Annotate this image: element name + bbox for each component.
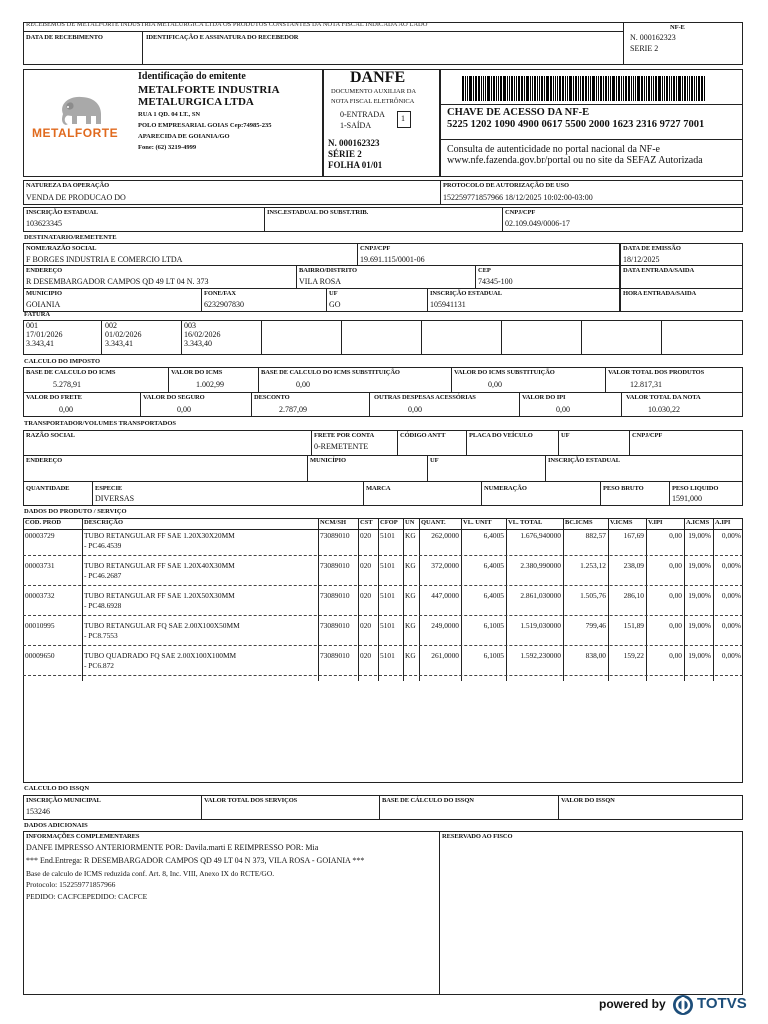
issuer-cnpj-value: 02.109.049/0006-17 [505,219,570,228]
products-header-qtd: QUANT. [421,519,446,526]
complementary-line-1: DANFE IMPRESSO ANTERIORMENTE POR: Davila.marti E REIMPRESSO POR: Mia [26,843,319,852]
product-total: 2.380,990000 [520,561,561,570]
tax-section: CALCULO DO IMPOSTO [24,358,101,365]
quantity-label: QUANTIDADE [26,485,70,492]
product-cst: 020 [360,531,372,540]
product-cfop: 5101 [380,621,395,630]
product-desc-detail: - PC8.7553 [84,631,118,640]
product-desc: TUBO RETANGULAR FQ SAE 2.00X100X50MM [84,621,240,630]
product-aipi: 0,00% [721,591,741,600]
product-cfop: 5101 [380,651,395,660]
danfe-entrada: 0-ENTRADA [340,110,385,119]
product-ncm: 73089010 [320,591,350,600]
ipi-label: VALOR DO IPI [522,394,566,401]
products-header-aicms: A.ICMS [686,519,710,526]
insurance-value: 0,00 [177,405,191,414]
danfe-type: 1 [401,114,405,123]
product-vicms: 159,22 [623,651,644,660]
product-cst: 020 [360,561,372,570]
products-header-vipi: V.IPI [648,519,663,526]
product-un: KG [405,561,416,570]
recipient-cep-label: CEP [478,267,491,274]
invoice-date: 01/02/2026 [105,330,142,339]
services-total-label: VALOR TOTAL DOS SERVIÇOS [204,797,298,804]
invoice-number: 002 [105,321,117,330]
additional-section: DADOS ADICIONAIS [24,822,88,829]
issuer-address-1: RUA 1 QD. 04 LT., SN [138,111,201,118]
products-header-cst: CST [360,519,373,526]
recipient-name-label: NOME/RAZÃO SOCIAL [26,245,97,252]
receipt-signature-label: IDENTIFICAÇÃO E ASSINATURA DO RECEBEDOR [146,34,299,41]
product-vicms: 167,69 [623,531,644,540]
recipient-address-label: ENDEREÇO [26,267,63,274]
recipient-city-label: MUNICIPIO [26,290,62,297]
ipi-value: 0,00 [556,405,570,414]
issuer-phone: Fone: (62) 3219-4999 [138,144,197,151]
invoice-value: 3.343,41 [26,339,54,348]
freight-label: VALOR DO FRETE [26,394,82,401]
invoice-number: 003 [184,321,196,330]
recipient-ie-value: 105941131 [430,300,466,309]
issuer-cnpj-label: CNPJ/CPF [505,209,536,216]
icms-st-value: 0,00 [488,380,502,389]
products-header-total: VL. TOTAL [508,519,543,526]
carrier-uf2-label: UF [430,457,439,464]
freight-mode-value: 0-REMETENTE [314,442,369,451]
totvs-brand-text: TOTVS [697,995,747,1012]
natureza-label: NATUREZA DA OPERAÇÃO [26,182,110,189]
receipt-serie: SERIE 2 [630,44,659,53]
recipient-uf-value: GO [329,300,341,309]
product-qtd: 262,0000 [431,531,459,540]
product-cst: 020 [360,651,372,660]
numbering-label: NUMERAÇÃO [484,485,527,492]
species-value: DIVERSAS [95,494,135,503]
products-header-unit: VL. UNIT [463,519,492,526]
product-bc: 882,57 [585,531,606,540]
product-total: 1.519,030000 [520,621,561,630]
natureza-value: VENDA DE PRODUCAO DO [26,193,126,202]
issuer-address-3: APARECIDA DE GOIANIA/GO [138,133,230,140]
access-key-value: 5225 1202 1090 4900 0617 5500 2000 1623 2316 9727 7001 [447,119,705,130]
products-header-ncm: NCM/SH [320,519,346,526]
product-cod: 00010995 [25,621,55,630]
product-cod: 00003731 [25,561,55,570]
product-cfop: 5101 [380,591,395,600]
issqn-section: CALCULO DO ISSQN [24,785,90,792]
carrier-address-label: ENDEREÇO [26,457,63,464]
elephant-logo-icon [55,94,105,126]
invoice-date: 17/01/2026 [26,330,63,339]
total-products-label: VALOR TOTAL DOS PRODUTOS [608,369,705,376]
product-ncm: 73089010 [320,621,350,630]
product-bc: 838,00 [585,651,606,660]
product-qtd: 249,0000 [431,621,459,630]
invoice-value: 3.343,41 [105,339,133,348]
carrier-name-label: RAZÃO SOCIAL [26,432,75,439]
issuer-name-1: METALFORTE INDUSTRIA [138,84,280,96]
product-cst: 020 [360,591,372,600]
product-unit: 6,4005 [483,561,504,570]
product-aipi: 0,00% [721,561,741,570]
issuer-ie-label: INSCRIÇÃO ESTADUAL [26,209,98,216]
bc-st-value: 0,00 [296,380,310,389]
product-desc-detail: - PC48.6928 [84,601,122,610]
recipient-city-value: GOIANIA [26,300,61,309]
product-vicms: 238,09 [623,561,644,570]
issuer-address-2: POLO EMPRESARIAL GOIAS Cep:74985-235 [138,122,272,129]
access-key-consulta-2: www.nfe.fazenda.gov.br/portal ou no site da SEFAZ Autorizada [447,155,703,166]
complementary-line-4: Protocolo: 152259771857966 [26,880,116,889]
danfe-title: DANFE [350,69,406,86]
discount-label: DESCONTO [254,394,290,401]
recipient-ie-label: INSCRIÇÃO ESTADUAL [430,290,502,297]
product-aicms: 19,00% [688,531,711,540]
recipient-name-value: F BORGES INDUSTRIA E COMERCIO LTDA [26,255,183,264]
other-expenses-value: 0,00 [408,405,422,414]
issuer-logo-text: METALFORTE [32,126,119,140]
species-label: ESPECIE [95,485,123,492]
issuer-ie-value: 103623345 [26,219,62,228]
product-un: KG [405,621,416,630]
product-ncm: 73089010 [320,651,350,660]
freight-value: 0,00 [59,405,73,414]
issuer-heading: Identificação do emitente [138,71,246,82]
total-note-value: 10.030,22 [648,405,680,414]
recipient-cep-value: 74345-100 [478,277,513,286]
fisco-reserved-label: RESERVADO AO FISCO [442,833,513,840]
product-aipi: 0,00% [721,531,741,540]
invoice-section: FATURA [24,311,51,318]
product-vipi: 0,00 [669,561,682,570]
danfe-number: N. 000162323 [328,138,380,148]
complementary-line-5: PEDIDO: CACFCEPEDIDO: CACFCE [26,892,148,901]
other-expenses-label: OUTRAS DESPESAS ACESSÓRIAS [374,394,476,401]
product-vipi: 0,00 [669,621,682,630]
product-bc: 1.505,76 [580,591,606,600]
complementary-line-3: Base de calculo de ICMS reduzida conf. Art. 8, Inc. VIII, Anexo IX do RCTE/GO. [26,869,275,878]
invoice-value: 3.343,40 [184,339,212,348]
product-desc-detail: - PC46.4539 [84,541,122,550]
products-section: DADOS DO PRODUTO / SERVIÇO [24,508,127,515]
product-desc-detail: - PC46.2687 [84,571,122,580]
danfe-folha: FOLHA 01/01 [328,160,383,170]
product-vipi: 0,00 [669,651,682,660]
issqn-value-label: VALOR DO ISSQN [561,797,615,804]
total-note-label: VALOR TOTAL DA NOTA [626,394,701,401]
recipient-district-value: VILA ROSA [299,277,342,286]
icms-value: 1.002,99 [196,380,224,389]
product-aicms: 19,00% [688,591,711,600]
totvs-logo-icon [672,994,694,1016]
bc-icms-value: 5.278,91 [53,380,81,389]
complementary-line-2: *** End.Entrega: R DESEMBARGADOR CAMPOS QD 49 LT 04 N 373, VILA ROSA - GOIANIA *** [26,856,365,865]
products-header-vicms: V.ICMS [610,519,633,526]
protocolo-label: PROTOCOLO DE AUTORIZAÇÃO DE USO [443,182,569,189]
product-desc: TUBO RETANGULAR FF SAE 1.20X40X30MM [84,561,235,570]
recipient-section: DESTINATARIO/REMETENTE [24,234,117,241]
invoice-date: 16/02/2026 [184,330,221,339]
product-cst: 020 [360,621,372,630]
product-qtd: 372,0000 [431,561,459,570]
bc-icms-label: BASE DE CALCULO DO ICMS [26,369,116,376]
product-vipi: 0,00 [669,531,682,540]
product-cod: 00003729 [25,531,55,540]
product-qtd: 261,0000 [431,651,459,660]
issuer-iest-label: INSC.ESTADUAL DO SUBST.TRIB. [267,209,369,216]
danfe-subtitle-2: NOTA FISCAL ELETRÔNICA [331,98,415,105]
product-un: KG [405,531,416,540]
product-qtd: 447,0000 [431,591,459,600]
products-header-desc: DESCRIÇÃO [84,519,124,526]
product-aicms: 19,00% [688,561,711,570]
icms-label: VALOR DO ICMS [171,369,223,376]
product-un: KG [405,591,416,600]
product-cfop: 5101 [380,561,395,570]
municipal-registration-label: INSCRIÇÃO MUNICIPAL [26,797,101,804]
danfe-saida: 1-SAÍDA [340,121,372,130]
gross-weight-label: PESO BRUTO [603,485,644,492]
recipient-cnpj-value: 19.691.115/0001-06 [360,255,425,264]
bc-st-label: BASE DE CALCULO DO ICMS SUBSTITUIÇÃO [261,369,400,376]
product-unit: 6,4005 [483,591,504,600]
invoice-number: 001 [26,321,38,330]
recipient-phone-label: FONE/FAX [204,290,236,297]
product-cfop: 5101 [380,531,395,540]
product-vicms: 151,89 [623,621,644,630]
protocolo-value: 152259771857966 18/12/2025 10:02:00-03:00 [443,193,593,202]
danfe-serie: SÉRIE 2 [328,149,362,159]
product-total: 1.592,230000 [520,651,561,660]
net-weight-value: 1591,000 [672,494,702,503]
municipal-registration-value: 153246 [26,807,50,816]
product-unit: 6,1005 [483,651,504,660]
products-header-cod: COD. PROD [25,519,62,526]
product-cod: 00009650 [25,651,55,660]
total-products-value: 12.817,31 [630,380,662,389]
insurance-label: VALOR DO SEGURO [143,394,205,401]
product-cod: 00003732 [25,591,55,600]
receipt-notice: RECEBEMOS DE METALFORTE INDUSTRIA METALURGICA LTDA OS PRODUTOS CONSTANTES DA NOTA FISCAL INDICADA AO LADO [26,21,428,28]
recipient-phone-value: 6232907830 [204,300,244,309]
recipient-cnpj-label: CNPJ/CPF [360,245,391,252]
carrier-city-label: MUNICÍPIO [310,457,346,464]
products-header-aipi: A.IPI [715,519,731,526]
product-bc: 799,46 [585,621,606,630]
entry-time-label: HORA ENTRADA/SAIDA [623,290,697,297]
discount-value: 2.787,09 [279,405,307,414]
product-total: 2.861,030000 [520,591,561,600]
product-ncm: 73089010 [320,561,350,570]
products-header-cfop: CFOP [380,519,398,526]
carrier-uf-label: UF [561,432,570,439]
receipt-number: N. 000162323 [630,33,676,42]
product-aicms: 19,00% [688,651,711,660]
antt-label: CÓDIGO ANTT [400,432,446,439]
issuer-name-2: METALURGICA LTDA [138,96,254,108]
product-bc: 1.253,12 [580,561,606,570]
product-unit: 6,4005 [483,531,504,540]
carrier-cnpj-label: CNPJ/CPF [632,432,663,439]
recipient-district-label: BAIRRO/DISTRITO [299,267,357,274]
product-ncm: 73089010 [320,531,350,540]
products-header-bc: BC.ICMS [565,519,593,526]
recipient-address-value: R DESEMBARGADOR CAMPOS QD 49 LT 04 N. 373 [26,277,209,286]
product-total: 1.676,940000 [520,531,561,540]
recipient-uf-label: UF [329,290,338,297]
access-key-barcode [462,76,726,101]
net-weight-label: PESO LIQUIDO [672,485,719,492]
transport-section: TRANSPORTADOR/VOLUMES TRANSPORTADOS [24,420,177,427]
product-desc: TUBO RETANGULAR FF SAE 1.20X50X30MM [84,591,235,600]
plate-label: PLACA DO VEÍCULO [469,432,533,439]
product-unit: 6,1005 [483,621,504,630]
freight-mode-label: FRETE POR CONTA [314,432,375,439]
access-key-consulta-1: Consulta de autenticidade no portal nacional da NF-e [447,144,660,155]
product-aipi: 0,00% [721,651,741,660]
issue-date-value: 18/12/2025 [623,255,660,264]
product-aicms: 19,00% [688,621,711,630]
powered-by-text: powered by [599,997,666,1011]
products-header-un: UN [405,519,415,526]
product-vicms: 286,10 [623,591,644,600]
icms-st-label: VALOR DO ICMS SUBSTITUIÇÃO [454,369,555,376]
product-un: KG [405,651,416,660]
product-desc: TUBO QUADRADO FQ SAE 2.00X100X100MM [84,651,237,660]
product-desc-detail: - PC6.872 [84,661,114,670]
complementary-info-label: INFORMAÇÕES COMPLEMENTARES [26,833,140,840]
danfe-subtitle-1: DOCUMENTO AUXILIAR DA [331,88,417,95]
receipt-date-label: DATA DE RECEBIMENTO [26,34,103,41]
product-aipi: 0,00% [721,621,741,630]
access-key-label: CHAVE DE ACESSO DA NF-E [447,107,590,118]
carrier-ie-label: INSCRIÇÃO ESTADUAL [548,457,620,464]
brand-label: MARCA [366,485,391,492]
issqn-base-label: BASE DE CÁLCULO DO ISSQN [382,797,474,804]
receipt-nfe-label: NF-E [670,24,685,31]
entry-date-label: DATA ENTRADA/SAIDA [623,267,695,274]
issue-date-label: DATA DE EMISSÃO [623,245,681,252]
product-vipi: 0,00 [669,591,682,600]
product-desc: TUBO RETANGULAR FF SAE 1.20X30X20MM [84,531,235,540]
